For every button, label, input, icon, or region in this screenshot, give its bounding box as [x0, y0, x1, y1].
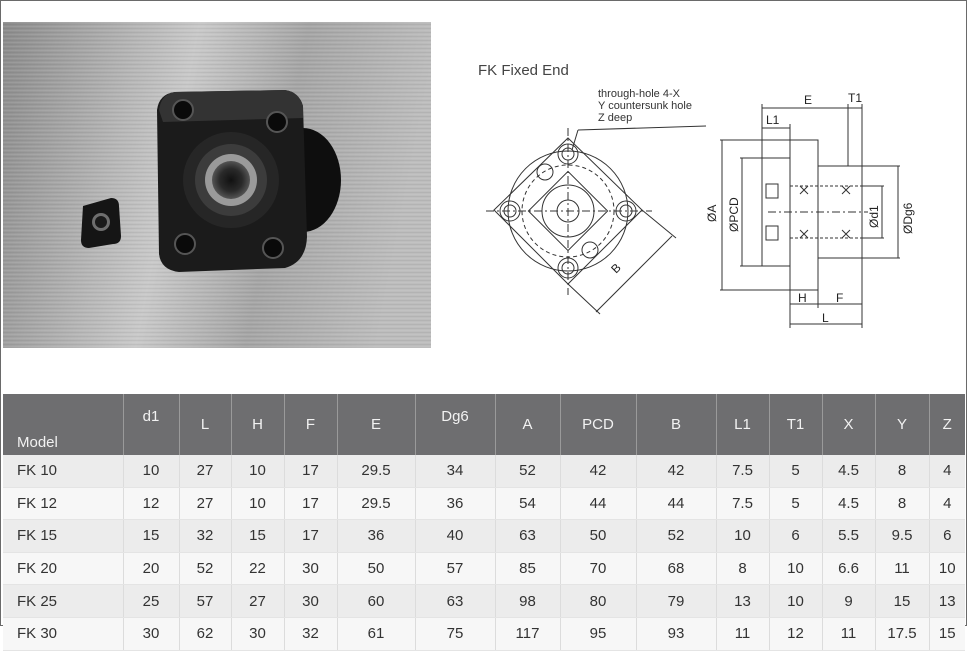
value-cell: 80 [560, 585, 636, 618]
dim-label-d1: Ød1 [867, 205, 881, 228]
value-cell: 57 [179, 585, 231, 618]
value-cell: 10 [716, 520, 769, 553]
value-cell: 20 [123, 552, 179, 585]
value-cell: 52 [636, 520, 716, 553]
value-cell: 52 [179, 552, 231, 585]
value-cell: 50 [337, 552, 415, 585]
column-header: d1 [123, 394, 179, 455]
value-cell: 4 [929, 455, 965, 487]
value-cell: 40 [415, 520, 495, 553]
value-cell: 12 [769, 617, 822, 650]
dim-label-pcd: ØPCD [727, 197, 741, 232]
value-cell: 6 [929, 520, 965, 553]
value-cell: 8 [875, 455, 929, 487]
value-cell: 75 [415, 617, 495, 650]
value-cell: 22 [231, 552, 284, 585]
column-header: F [284, 394, 337, 455]
value-cell: 10 [123, 455, 179, 487]
note-line: Z deep [598, 112, 633, 124]
value-cell: 25 [123, 585, 179, 618]
value-cell: 5 [769, 487, 822, 520]
column-header: PCD [560, 394, 636, 455]
column-header: B [636, 394, 716, 455]
technical-drawing [470, 55, 930, 345]
column-header: H [231, 394, 284, 455]
value-cell: 70 [560, 552, 636, 585]
value-cell: 15 [123, 520, 179, 553]
column-header: A [495, 394, 560, 455]
value-cell: 79 [636, 585, 716, 618]
value-cell: 63 [415, 585, 495, 618]
value-cell: 10 [929, 552, 965, 585]
value-cell: 60 [337, 585, 415, 618]
value-cell: 5 [769, 455, 822, 487]
value-cell: 11 [822, 617, 875, 650]
value-cell: 93 [636, 617, 716, 650]
value-cell: 30 [284, 552, 337, 585]
value-cell: 32 [284, 617, 337, 650]
column-header: X [822, 394, 875, 455]
value-cell: 9.5 [875, 520, 929, 553]
value-cell: 17.5 [875, 617, 929, 650]
value-cell: 15 [875, 585, 929, 618]
value-cell: 17 [284, 455, 337, 487]
value-cell: 4 [929, 487, 965, 520]
value-cell: 50 [560, 520, 636, 553]
value-cell: 44 [560, 487, 636, 520]
value-cell: 4.5 [822, 487, 875, 520]
value-cell: 36 [415, 487, 495, 520]
drawing-title: FK Fixed End [478, 62, 569, 79]
column-header: L1 [716, 394, 769, 455]
value-cell: 85 [495, 552, 560, 585]
table-row [3, 617, 965, 650]
value-cell: 5.5 [822, 520, 875, 553]
value-cell: 61 [337, 617, 415, 650]
note-line: through-hole 4-X [598, 88, 680, 100]
model-cell: FK 15 [3, 520, 123, 553]
value-cell: 6.6 [822, 552, 875, 585]
value-cell: 117 [495, 617, 560, 650]
dim-label-b: B [608, 260, 624, 277]
table-row [3, 520, 965, 553]
note-line: Y countersunk hole [598, 100, 692, 112]
value-cell: 17 [284, 487, 337, 520]
value-cell: 13 [929, 585, 965, 618]
model-cell: FK 10 [3, 455, 123, 487]
value-cell: 10 [769, 552, 822, 585]
value-cell: 15 [929, 617, 965, 650]
table-row [3, 552, 965, 585]
value-cell: 54 [495, 487, 560, 520]
value-cell: 98 [495, 585, 560, 618]
value-cell: 12 [123, 487, 179, 520]
value-cell: 34 [415, 455, 495, 487]
model-cell: FK 25 [3, 585, 123, 618]
value-cell: 62 [179, 617, 231, 650]
value-cell: 29.5 [337, 455, 415, 487]
value-cell: 68 [636, 552, 716, 585]
value-cell: 10 [231, 487, 284, 520]
table-row [3, 585, 965, 618]
value-cell: 27 [179, 487, 231, 520]
column-header: Dg6 [415, 394, 495, 455]
value-cell: 27 [231, 585, 284, 618]
value-cell: 7.5 [716, 487, 769, 520]
model-cell: FK 30 [3, 617, 123, 650]
column-header: Y [875, 394, 929, 455]
value-cell: 15 [231, 520, 284, 553]
value-cell: 10 [231, 455, 284, 487]
column-header: Model [3, 394, 123, 455]
value-cell: 42 [560, 455, 636, 487]
value-cell: 95 [560, 617, 636, 650]
column-header: E [337, 394, 415, 455]
dim-label-l1: L1 [766, 113, 780, 127]
dim-label-f: F [836, 291, 844, 305]
dim-label-dg6: ØDg6 [901, 202, 915, 234]
value-cell: 57 [415, 552, 495, 585]
value-cell: 6 [769, 520, 822, 553]
table-row [3, 455, 965, 487]
value-cell: 42 [636, 455, 716, 487]
value-cell: 10 [769, 585, 822, 618]
model-cell: FK 20 [3, 552, 123, 585]
value-cell: 30 [284, 585, 337, 618]
value-cell: 29.5 [337, 487, 415, 520]
value-cell: 52 [495, 455, 560, 487]
spec-table [3, 394, 965, 651]
value-cell: 8 [875, 487, 929, 520]
column-header: L [179, 394, 231, 455]
value-cell: 30 [123, 617, 179, 650]
value-cell: 8 [716, 552, 769, 585]
table-header-row [3, 394, 965, 455]
value-cell: 27 [179, 455, 231, 487]
table-row [3, 487, 965, 520]
value-cell: 4.5 [822, 455, 875, 487]
value-cell: 11 [875, 552, 929, 585]
value-cell: 13 [716, 585, 769, 618]
value-cell: 44 [636, 487, 716, 520]
value-cell: 32 [179, 520, 231, 553]
value-cell: 17 [284, 520, 337, 553]
value-cell: 9 [822, 585, 875, 618]
value-cell: 11 [716, 617, 769, 650]
product-photo [3, 22, 431, 348]
value-cell: 36 [337, 520, 415, 553]
value-cell: 7.5 [716, 455, 769, 487]
dim-label-t1: T1 [848, 91, 863, 105]
value-cell: 63 [495, 520, 560, 553]
value-cell: 30 [231, 617, 284, 650]
dim-label-a: ØA [705, 204, 719, 222]
dim-label-l: L [822, 311, 829, 325]
dim-label-h: H [798, 291, 807, 305]
model-cell: FK 12 [3, 487, 123, 520]
column-header: Z [929, 394, 965, 455]
column-header: T1 [769, 394, 822, 455]
dim-label-e: E [804, 93, 813, 107]
